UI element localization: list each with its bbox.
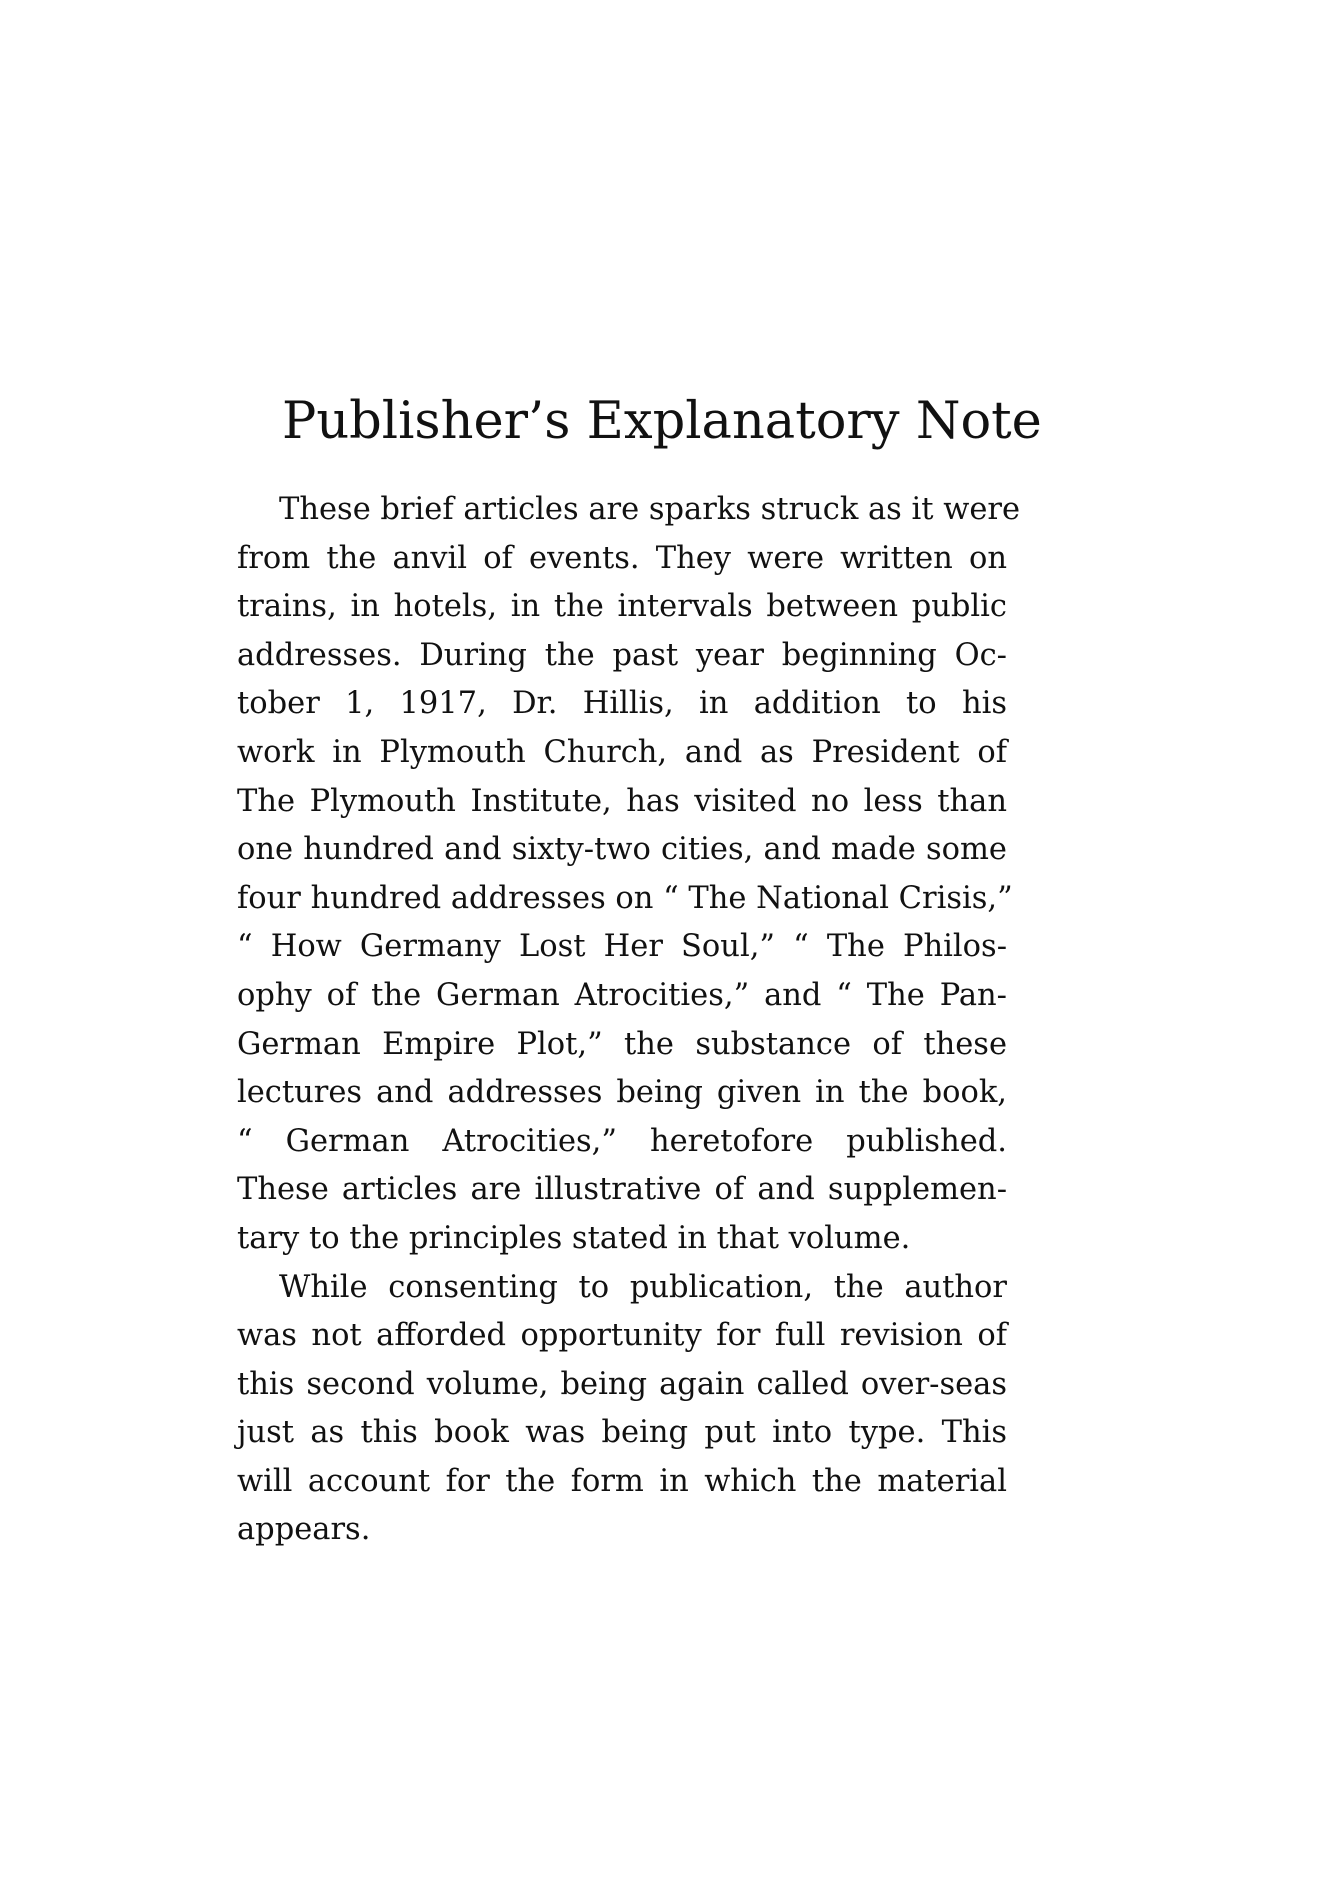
text-line: tober 1, 1917, Dr. Hillis, in addition to his [237, 686, 1007, 722]
paragraph-1 [237, 486, 1021, 1264]
page-title: Publisher’s Explanatory Note [282, 392, 1042, 451]
text-line: four hundred addresses on “ The National Crisis,” [237, 880, 1013, 916]
text-line: lectures and addresses being given in the book, [237, 1075, 1007, 1111]
text-line: German Empire Plot,” the substance of these [237, 1026, 1007, 1062]
text-line: “ How Germany Lost Her Soul,” “ The Philos- [237, 929, 1007, 965]
text-line: this second volume, being again called over-seas [237, 1366, 1007, 1402]
text-line: will account for the form in which the material [237, 1463, 1007, 1499]
paragraph-2 [237, 1264, 1007, 1556]
text-line: trains, in hotels, in the intervals between public [237, 589, 1007, 625]
text-line: The Plymouth Institute, has visited no less than [237, 783, 1007, 819]
text-line: was not afforded opportunity for full revision of [237, 1318, 1007, 1354]
text-line: tary to the principles stated in that volume. [237, 1220, 911, 1256]
body-text [237, 486, 1021, 1555]
text-line: These brief articles are sparks struck as it were [279, 492, 1021, 527]
text-line: ophy of the German Atrocities,” and “ The Pan- [237, 977, 1007, 1013]
text-line: “ German Atrocities,” heretofore published. [237, 1123, 1007, 1159]
text-line: just as this book was being put into type. This [237, 1415, 1007, 1451]
text-line: While consenting to publication, the author [279, 1269, 1007, 1305]
text-line: from the anvil of events. They were written on [237, 540, 1007, 576]
text-line: one hundred and sixty-two cities, and made some [237, 832, 1007, 868]
text-line: work in Plymouth Church, and as President of [237, 734, 1007, 770]
text-line: These articles are illustrative of and supplemen- [237, 1172, 1007, 1208]
text-line: addresses. During the past year beginning Oc- [237, 637, 1007, 673]
text-line: appears. [237, 1512, 371, 1548]
